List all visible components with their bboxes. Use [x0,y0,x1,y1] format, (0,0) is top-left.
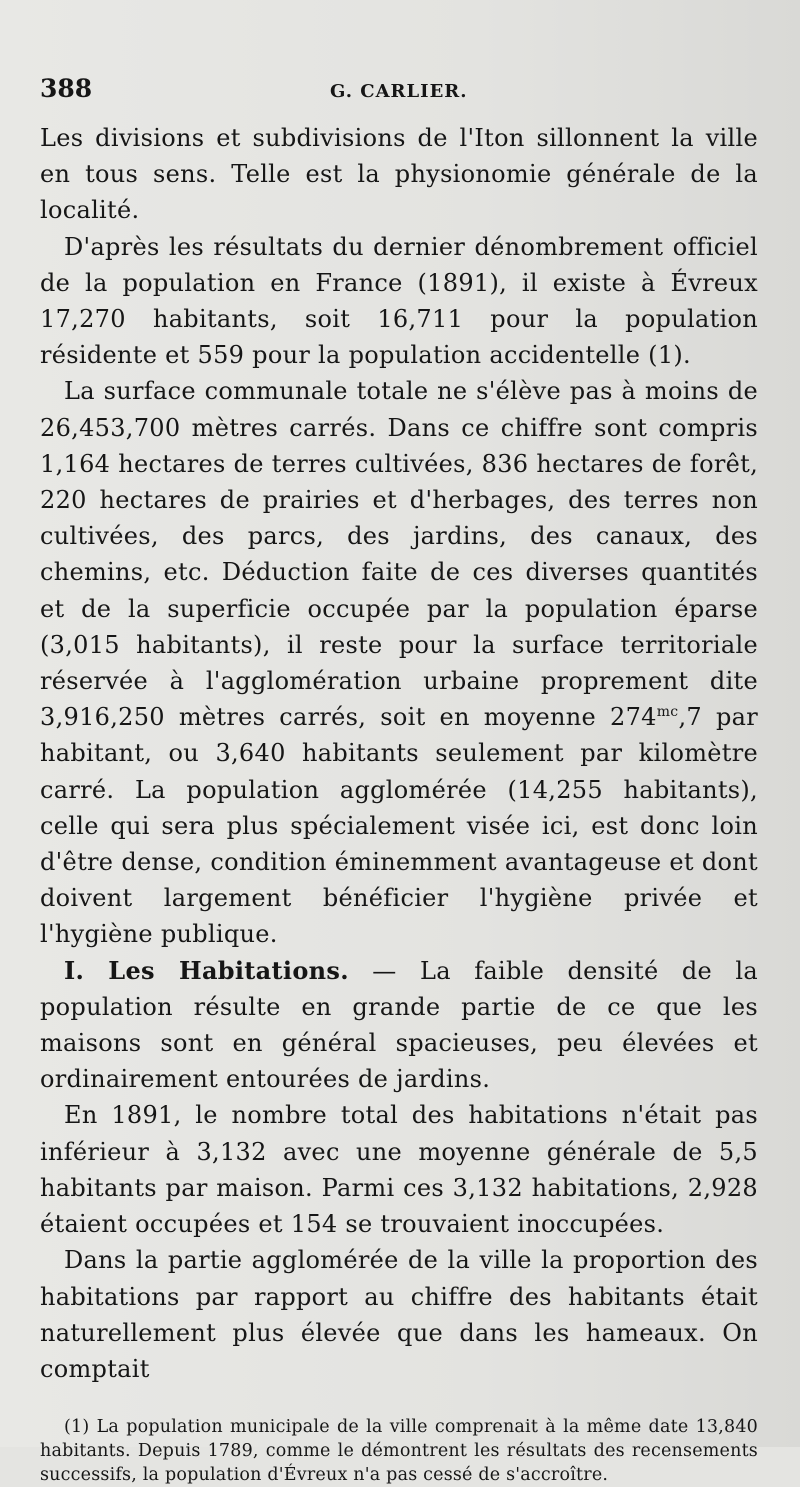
paragraph-4 [40,953,758,1098]
footnote [40,1415,758,1487]
paragraph-2: D'après les résultats du dernier dénombrement officiel de la population en France (1891), il existe à Évreux 17,270 habitants, soit 16,711 pour la population résidente et 559 pour la population accidentelle (1). [40,232,758,370]
running-title: G. CARLIER. [330,81,468,102]
unit-superscript: mc [656,704,679,721]
page-number: 388 [40,74,93,103]
body-text [40,120,758,1387]
paragraph-6: Dans la partie agglomérée de la ville la proportion des habitations par rapport au chiffre des habitants était naturellement plus élevée que dans les hameaux. On comptait [40,1246,758,1383]
paragraph-1: Les divisions et subdivisions de l'Iton sillonnent la ville en tous sens. Telle est la physionomie générale de la localité. [40,124,758,225]
paragraph-3 [40,373,758,952]
paragraph-5: En 1891, le nombre total des habitations n'était pas inférieur à 3,132 avec une moyenne générale de 5,5 habitants par maison. Parmi ces 3,132 habitations, 2,928 étaient occupées et 154 se trouvaient inoccupées. [40,1101,758,1239]
paragraph-3-part-2: ,7 par habitant, ou 3,640 habitants seulement par kilomètre carré. La population agglomérée (14,255 habitants), celle qui sera plus spécialement visée ici, est donc loin d'être dense, condition éminemment avantageuse et dont doivent largement bénéficier l'hygiène privée et l'hygiène publique. [40,703,758,949]
footnote-text: (1) La population municipale de la ville comprenait à la même date 13,840 habitants. Depuis 1789, comme le démontrent les résultats des recensements successifs, la population d'Évreux n'a pas cessé de s'accroître. [40,1417,758,1486]
running-head [40,74,758,120]
paragraph-4-text: — La faible densité de la population résulte en grande partie de ce que les maisons sont en général spacieuses, peu élevées et ordinairement entourées de jardins. [40,956,758,1094]
paragraph-3-part-1: La surface communale totale ne s'élève pas à moins de 26,453,700 mètres carrés. Dans ce chiffre sont compris 1,164 hectares de terres cultivées, 836 hectares de forêt, 220 hectares de prairies et d'herbages, des terres non cultivées, des parcs, des jardins, des canaux, des chemins, etc. Déduction faite de ces diverses quantités et de la superficie occupée par la population éparse (3,015 habitants), il reste pour la surface territoriale réservée à l'agglomération urbaine proprement dite 3,916,250 mètres carrés, soit en moyenne 274 [40,377,758,732]
section-heading: I. Les Habitations. [64,955,349,985]
